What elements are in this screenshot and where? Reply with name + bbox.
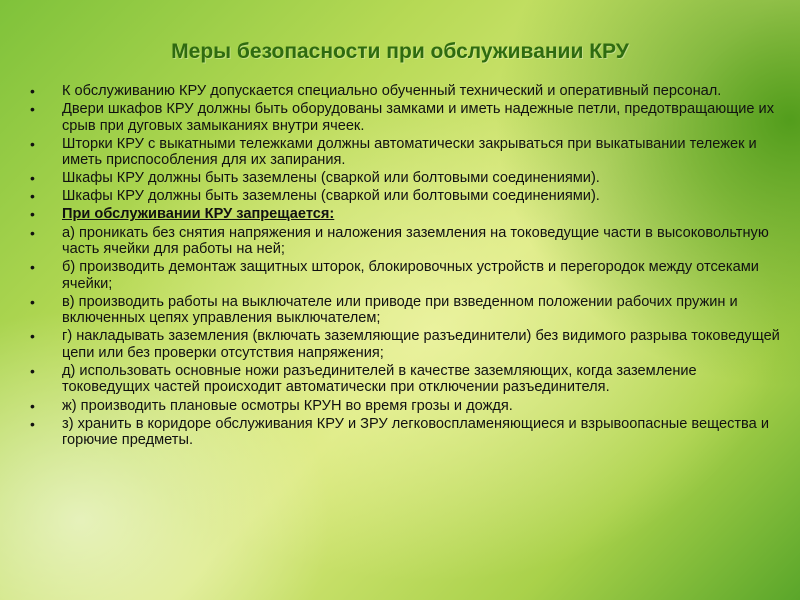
bullet-icon: • — [30, 362, 35, 379]
list-item-text: в) производить работы на выключателе или приводе при взведенном положении рабочих пружин и включенных цепях управления выключателем; — [62, 293, 738, 327]
list-item-text: а) проникать без снятия напряжения и наложения заземления на токоведущие части в высоковольтную часть ячейки для работы на ней; — [62, 224, 769, 258]
bullet-icon: • — [30, 224, 35, 241]
list-item-text: з) хранить в коридоре обслуживания КРУ и ЗРУ легковоспламеняющиеся и взрывоопасные вещества и горючие предметы. — [62, 415, 769, 449]
list-item — [30, 363, 780, 396]
list-heading — [30, 206, 780, 223]
list-item-text: Шторки КРУ с выкатными тележками должны автоматически закрываться при выкатывании тележек и иметь приспособления для их запирания. — [62, 135, 757, 169]
bullet-icon: • — [30, 135, 35, 152]
list-item-text: К обслуживанию КРУ допускается специально обученный технический и оперативный персонал. — [62, 83, 722, 99]
bullet-icon: • — [30, 293, 35, 310]
list-item-text: б) производить демонтаж защитных шторок, блокировочных устройств и перегородок между отсеками ячейки; — [62, 259, 759, 292]
bullet-icon: • — [30, 328, 35, 345]
list-item — [30, 294, 780, 327]
bullet-icon: • — [30, 101, 35, 118]
list-item-text: ж) производить плановые осмотры КРУН во время грозы и дождя. — [62, 397, 513, 414]
bullet-icon: • — [30, 206, 35, 223]
list-item-text: г) накладывать заземления (включать заземляющие разъединители) без видимого разрыва токоведущей цепи или без проверки отсутствия напряжения; — [62, 328, 780, 361]
bullet-icon: • — [30, 415, 35, 432]
bullet-icon: • — [30, 397, 35, 414]
list-item-text: Шкафы КРУ должны быть заземлены (сваркой или болтовыми соединениями). — [62, 170, 600, 187]
list-item — [30, 225, 780, 258]
list-item — [30, 328, 780, 361]
list-item — [30, 101, 780, 134]
bullet-icon: • — [30, 170, 35, 187]
bullet-list — [30, 83, 780, 450]
list-item-text: Шкафы КРУ должны быть заземлены (сваркой или болтовыми соединениями). — [62, 188, 600, 205]
bullet-icon: • — [30, 188, 35, 205]
bullet-icon: • — [30, 83, 35, 99]
list-item — [30, 259, 780, 292]
list-item — [30, 136, 780, 169]
slide-title: Меры безопасности при обслуживании КРУ — [171, 40, 629, 63]
list-heading-text: При обслуживании КРУ запрещается: — [62, 206, 335, 223]
bullet-icon: • — [30, 259, 35, 276]
list-item — [30, 188, 780, 205]
list-item — [30, 83, 780, 100]
list-item — [30, 416, 780, 449]
list-item — [30, 170, 780, 187]
list-item — [30, 398, 780, 415]
list-item-text: д) использовать основные ножи разъединителей в качестве заземляющих, когда заземление токоведущих частей происходит автоматически при отключении разъединителя. — [62, 362, 697, 396]
list-item-text: Двери шкафов КРУ должны быть оборудованы замками и иметь надежные петли, предотвращающие их срыв при дуговых замыканиях внутри ячеек. — [62, 101, 774, 134]
